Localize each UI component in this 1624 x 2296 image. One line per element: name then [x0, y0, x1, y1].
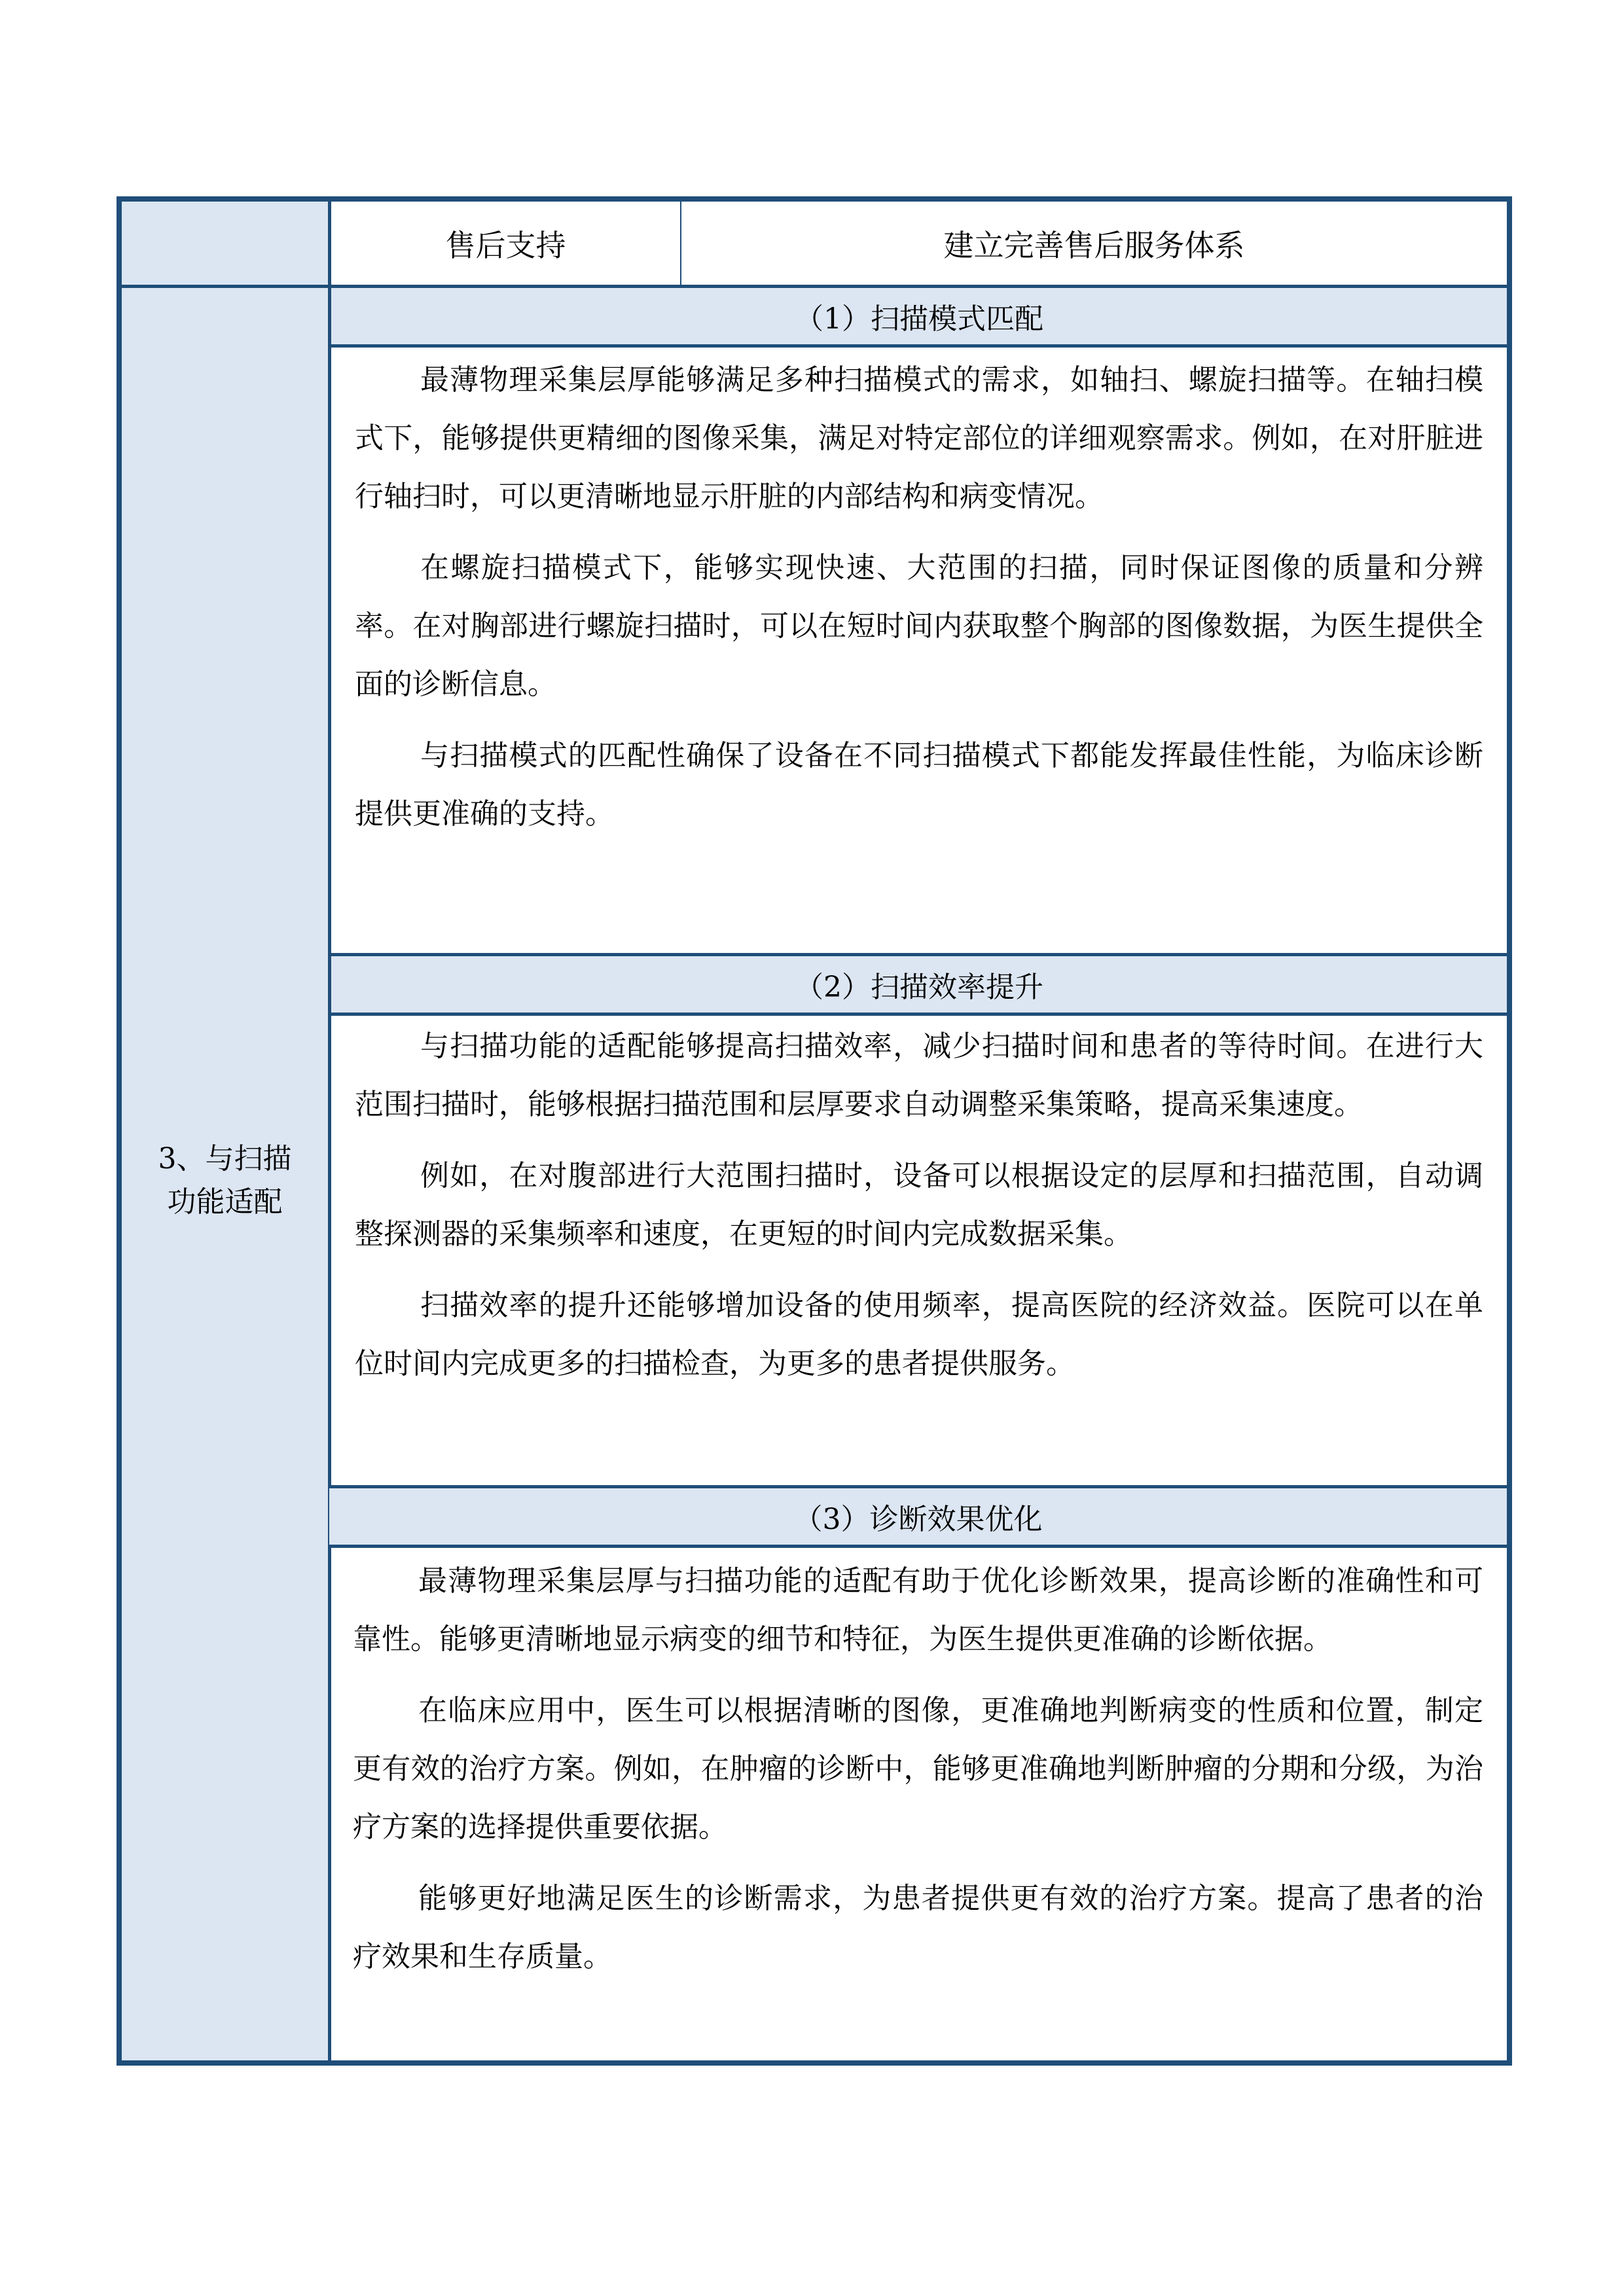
paragraph: 在临床应用中，医生可以根据清晰的图像，更准确地判断病变的性质和位置，制定更有效的治疗方案。例如，在肿瘤的诊断中，能够更准确地判断肿瘤的分期和分级，为治疗方案的选择提供重要依据。	[353, 1694, 1483, 1844]
section-body-diagnosis	[329, 1552, 1507, 1986]
section-body-scan-mode	[331, 351, 1507, 843]
section-body-scan-efficiency	[331, 1017, 1507, 1393]
paragraph: 最薄物理采集层厚能够满足多种扫描模式的需求，如轴扫、螺旋扫描等。在轴扫模式下，能够提供更精细的图像采集，满足对特定部位的详细观察需求。例如，在对肝脏进行轴扫时，可以更清晰地显示肝脏的内部结构和病变情况。	[355, 363, 1483, 513]
row-label-line2: 功能适配	[167, 1185, 283, 1219]
paragraph: 能够更好地满足医生的诊断需求，为患者提供更有效的治疗方案。提高了患者的治疗效果和生存质量。	[353, 1882, 1483, 1973]
row-label-line1: 3、与扫描	[158, 1142, 292, 1175]
header-row	[331, 202, 1507, 288]
section-title-scan-efficiency: （2）扫描效率提升	[331, 953, 1507, 1016]
section-title-scan-mode: （1）扫描模式匹配	[331, 285, 1507, 348]
paragraph: 最薄物理采集层厚与扫描功能的适配有助于优化诊断效果，提高诊断的准确性和可靠性。能够更清晰地显示病变的细节和特征，为医生提供更准确的诊断依据。	[353, 1564, 1483, 1656]
header-cell-support: 售后支持	[331, 202, 681, 285]
paragraph: 在螺旋扫描模式下，能够实现快速、大范围的扫描，同时保证图像的质量和分辨率。在对胸部进行螺旋扫描时，可以在短时间内获取整个胸部的图像数据，为医生提供全面的诊断信息。	[355, 551, 1483, 701]
left-column	[122, 202, 331, 2060]
paragraph: 与扫描功能的适配能够提高扫描效率，减少扫描时间和患者的等待时间。在进行大范围扫描时，能够根据扫描范围和层厚要求自动调整采集策略，提高采集速度。	[355, 1030, 1483, 1121]
left-header-cell	[122, 202, 328, 288]
section-title-diagnosis: （3）诊断效果优化	[329, 1485, 1507, 1548]
header-cell-system: 建立完善售后服务体系	[943, 227, 1245, 263]
paragraph: 扫描效率的提升还能够增加设备的使用频率，提高医院的经济效益。医院可以在单位时间内完成更多的扫描检查，为更多的患者提供服务。	[355, 1289, 1483, 1380]
row-label	[122, 1138, 328, 1224]
paragraph: 与扫描模式的匹配性确保了设备在不同扫描模式下都能发挥最佳性能，为临床诊断提供更准确的支持。	[355, 739, 1483, 831]
section-3-wrapper	[329, 1490, 1507, 1552]
paragraph: 例如，在对腹部进行大范围扫描时，设备可以根据设定的层厚和扫描范围，自动调整探测器的采集频率和速度，在更短的时间内完成数据采集。	[355, 1159, 1483, 1251]
